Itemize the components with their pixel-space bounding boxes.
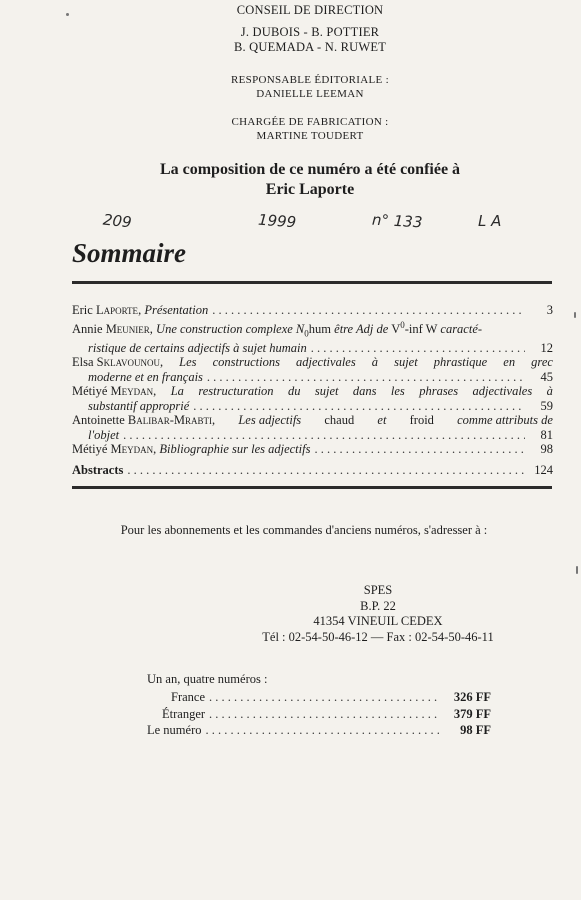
entry-author-first: Elsa xyxy=(72,355,97,370)
entry-title-continued: substantif approprié xyxy=(88,398,190,413)
price-row xyxy=(147,689,491,706)
board-members-1: J. DUBOIS - B. POTTIER xyxy=(240,25,380,39)
toc-entry[interactable]: Elsa Sklavounou, Les constructions adjectivales à sujet phrastique en grec moderne et en français . . . 45 xyxy=(72,355,553,384)
entry-author-first: Eric xyxy=(72,303,96,317)
production-label: CHARGÉE DE FABRICATION : xyxy=(231,116,389,128)
entry-author-first: Antoinette xyxy=(72,413,128,428)
editorial-responsible xyxy=(0,73,581,101)
scan-speck xyxy=(66,13,69,16)
toc-title: Sommaire xyxy=(72,238,187,268)
entry-title: Bibliographie sur les adjectifs xyxy=(159,442,311,457)
editorial-name: DANIELLE LEEMAN xyxy=(256,88,364,100)
entry-page: 98 xyxy=(540,442,553,457)
composition-line-2: Eric Laporte xyxy=(265,181,355,198)
toc-entry[interactable]: Métiyé Meydan, La restructuration du sujet dans les phrases adjectivales à substantif approprié . . . 59 xyxy=(72,384,553,413)
price-label: France xyxy=(171,690,206,704)
address-phone: Tél : 02-54-50-46-12 — Fax : 02-54-50-46-11 xyxy=(262,629,494,644)
toc-entry-abstracts[interactable] xyxy=(72,463,553,478)
entry-author-first: Métiyé xyxy=(72,442,111,457)
toc-top-rule xyxy=(72,281,552,284)
handwritten-note-b: 1999 xyxy=(257,210,297,232)
price-row xyxy=(147,722,491,739)
entry-author-last: Meydan xyxy=(110,384,154,399)
entry-author-last: Sklavounou xyxy=(96,355,160,370)
address-box: B.P. 22 xyxy=(360,598,396,613)
entry-author-last: Balibar-Mrabti xyxy=(127,413,213,428)
entry-author-last: Meydan xyxy=(110,442,154,457)
production-name: MARTINE TOUDERT xyxy=(256,130,364,142)
toc-bottom-rule xyxy=(72,486,552,489)
scan-speck xyxy=(574,312,576,318)
toc-entry[interactable]: Antoinette Balibar-Mrabti, Les adjectifs chaud et froid comme attributs de l'objet . . . 81 xyxy=(72,413,553,442)
entry-author-last: Meunier xyxy=(105,321,150,336)
toc-entry[interactable]: Annie Meunier, Une construction complexe $N_0hum$ être Adj de $V^0$-inf W caracté- ristique de certains adjectifs à sujet humain . . . 12 xyxy=(72,318,553,356)
price-amount: 379 FF xyxy=(453,706,491,721)
price-label: Le numéro xyxy=(147,723,202,737)
entry-title-continued: ristique de certains adjectifs à sujet humain xyxy=(88,340,307,355)
handwritten-note-a: 209 xyxy=(102,210,133,232)
price-label: Étranger xyxy=(162,706,206,721)
subscription-label: Un an, quatre numéros : xyxy=(147,672,268,686)
entry-title-continued: l'objet xyxy=(88,427,120,442)
production-manager xyxy=(0,115,581,143)
subscription-prices xyxy=(147,689,491,739)
entry-page: 3 xyxy=(546,303,553,317)
entry-author-last: Laporte xyxy=(95,303,139,317)
abstracts-page: 124 xyxy=(534,462,553,477)
price-row xyxy=(147,706,491,723)
composition-line-1: La composition de ce numéro a été confiée à xyxy=(159,161,461,178)
entry-page: 45 xyxy=(540,369,553,384)
board-members-2: B. QUEMADA - N. RUWET xyxy=(233,40,387,54)
address-city: 41354 VINEUIL CEDEX xyxy=(313,614,443,628)
entry-title: Présentation xyxy=(144,303,209,317)
address-name: SPES xyxy=(363,583,393,597)
entry-page: 59 xyxy=(540,398,553,413)
entry-title-continued: moderne et en français xyxy=(88,369,203,384)
entry-page: 12 xyxy=(540,340,553,355)
scan-speck xyxy=(576,566,578,574)
toc-entry[interactable]: Métiyé Meydan, Bibliographie sur les adjectifs . . . 98 xyxy=(72,442,553,457)
handwritten-note-c: n° 133 xyxy=(371,210,423,232)
handwritten-note-d: L A xyxy=(478,212,502,230)
composition-credit xyxy=(0,160,581,200)
ordering-note: Pour les abonnements et les commandes d'anciens numéros, s'adresser à : xyxy=(120,523,488,537)
table-of-contents xyxy=(72,303,553,477)
board-heading: CONSEIL DE DIRECTION xyxy=(236,3,384,17)
price-amount: 326 FF xyxy=(453,690,491,704)
entry-author-first: Métiyé xyxy=(72,384,111,399)
editorial-label: RESPONSABLE ÉDITORIALE : xyxy=(231,74,389,86)
publisher-address xyxy=(0,583,581,645)
entry-page: 81 xyxy=(540,427,553,442)
toc-entry[interactable]: Eric Laporte, Présentation . . . 3 xyxy=(72,303,553,318)
abstracts-label: Abstracts xyxy=(72,462,124,477)
price-amount: 98 FF xyxy=(460,723,491,737)
entry-author-first: Annie xyxy=(72,321,106,336)
editorial-board xyxy=(0,3,581,55)
